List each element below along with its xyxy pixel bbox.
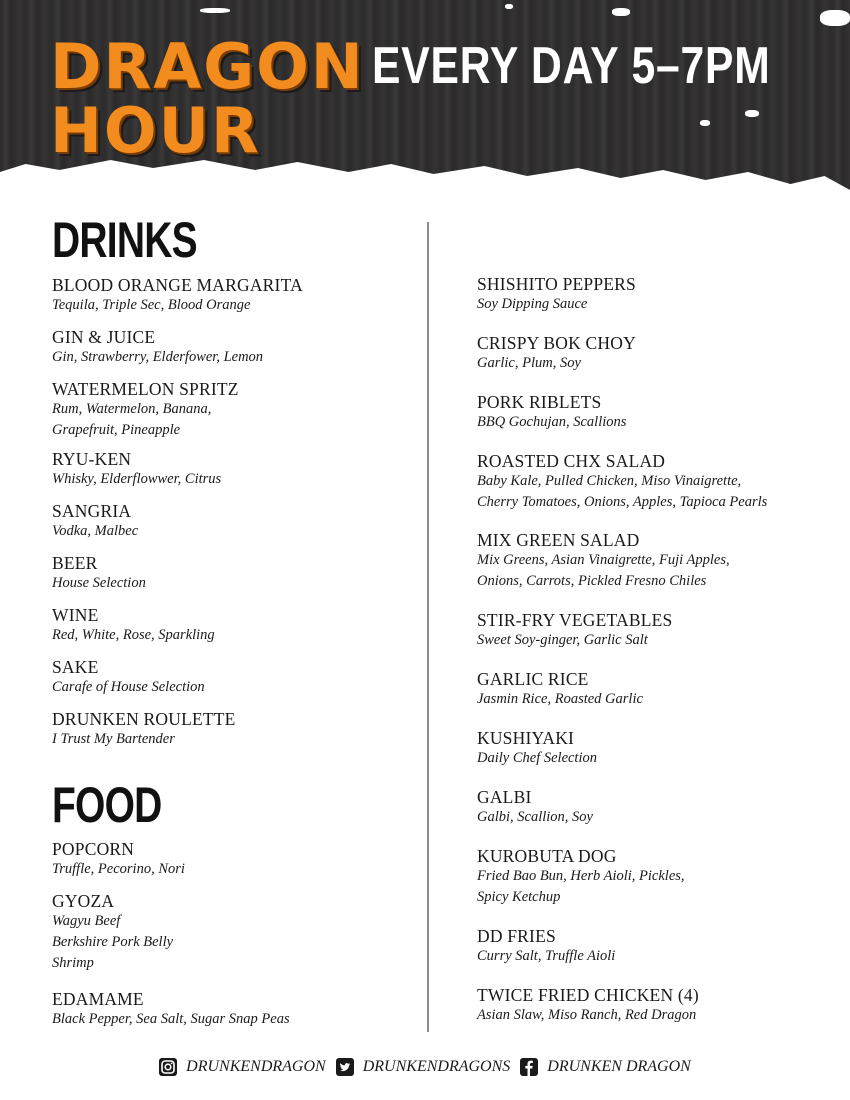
item-name: GARLIC RICE [477,669,589,689]
item-desc: Fried Bao Bun, Herb Aioli, Pickles, [477,868,685,884]
twitter-icon [336,1058,354,1076]
item-name: SAKE [52,657,99,677]
menu-item [52,989,290,1030]
menu-item [52,709,236,750]
item-desc: Jasmin Rice, Roasted Garlic [477,691,643,707]
item-desc: Galbi, Scallion, Soy [477,809,593,825]
menu-item [477,274,636,315]
item-desc: Red, White, Rose, Sparkling [52,627,215,643]
facebook-icon [520,1058,538,1076]
item-desc: Truffle, Pecorino, Nori [52,861,185,877]
item-desc: Onions, Carrots, Pickled Fresno Chiles [477,573,707,589]
item-desc: Carafe of House Selection [52,679,205,695]
menu-item [52,275,303,316]
twitter-link[interactable] [336,1058,511,1076]
menu-item [477,451,767,513]
menu-item [52,501,138,542]
item-name: MIX GREEN SALAD [477,530,640,550]
item-name: SHISHITO PEPPERS [477,274,636,294]
menu-item [52,605,215,646]
item-desc: Vodka, Malbec [52,523,139,539]
item-name: GYOZA [52,891,115,911]
item-desc: Shrimp [52,955,94,971]
item-name: ROASTED CHX SALAD [477,451,666,471]
item-desc: Grapefruit, Pineapple [52,422,181,438]
item-name: SANGRIA [52,501,132,521]
item-name: POPCORN [52,839,135,859]
instagram-icon [159,1058,177,1076]
item-name: STIR-FRY VEGETABLES [477,610,673,630]
item-desc: Asian Slaw, Miso Ranch, Red Dragon [477,1007,697,1023]
title-line-2: HOUR [50,94,261,167]
facebook-handle: DRUNKEN DRAGON [547,1058,691,1075]
item-desc: Whisky, Elderflowwer, Citrus [52,471,222,487]
instagram-handle: DRUNKENDRAGON [186,1058,326,1075]
menu-item [52,839,185,880]
item-name: RYU-KEN [52,449,132,469]
menu-item [52,891,173,974]
instagram-link[interactable] [159,1058,326,1076]
menu-item [52,553,146,594]
menu-item [477,669,643,710]
item-name: DD FRIES [477,926,556,946]
social-footer [0,1055,850,1079]
item-name: KUROBUTA DOG [477,846,617,866]
menu-item [477,333,636,374]
title-line-1: DRAGON [50,30,365,103]
menu-item [52,657,205,698]
item-name: KUSHIYAKI [477,728,575,748]
menu-item [477,392,626,433]
item-desc: Baby Kale, Pulled Chicken, Miso Vinaigrette, [477,473,742,489]
menu-item [477,530,730,592]
item-desc: Sweet Soy-ginger, Garlic Salt [477,632,648,648]
drinks-title: DRINKS [52,212,197,268]
item-desc: I Trust My Bartender [52,731,175,747]
item-desc: Rum, Watermelon, Banana, [52,401,212,417]
item-desc: Cherry Tomatoes, Onions, Apples, Tapioca Pearls [477,494,768,510]
item-desc: Curry Salt, Truffle Aioli [477,948,616,964]
item-desc: House Selection [52,575,146,591]
menu-item [477,728,597,769]
menu-item [52,379,239,441]
item-desc: Wagyu Beef [52,913,121,929]
item-name: CRISPY BOK CHOY [477,333,636,353]
item-desc: Garlic, Plum, Soy [477,355,581,371]
menu-item [52,327,263,368]
item-name: DRUNKEN ROULETTE [52,709,236,729]
item-name: WATERMELON SPRITZ [52,379,239,399]
column-divider [427,222,429,1032]
item-desc: Berkshire Pork Belly [52,934,174,950]
item-name: GIN & JUICE [52,327,156,347]
item-desc: Mix Greens, Asian Vinaigrette, Fuji Apples, [477,552,730,568]
item-name: GALBI [477,787,532,807]
item-name: WINE [52,605,99,625]
menu-item [477,610,672,651]
menu-item [477,926,615,967]
item-name: TWICE FRIED CHICKEN (4) [477,985,699,1005]
item-desc: Tequila, Triple Sec, Blood Orange [52,297,251,313]
item-desc: Daily Chef Selection [477,750,597,766]
item-name: BLOOD ORANGE MARGARITA [52,275,303,295]
menu-item [477,985,699,1026]
item-desc: Soy Dipping Sauce [477,296,588,312]
item-desc: BBQ Gochujan, Scallions [477,414,627,430]
item-desc: Spicy Ketchup [477,889,561,905]
item-name: BEER [52,553,98,573]
item-name: EDAMAME [52,989,144,1009]
food-title: FOOD [52,777,162,833]
facebook-link[interactable] [520,1058,691,1076]
item-name: PORK RIBLETS [477,392,602,412]
menu-item [52,449,221,490]
item-desc: Gin, Strawberry, Elderfower, Lemon [52,349,264,365]
menu-item [477,846,685,908]
menu-item [477,787,593,828]
item-desc: Black Pepper, Sea Salt, Sugar Snap Peas [52,1011,290,1027]
twitter-handle: DRUNKENDRAGONS [362,1058,511,1075]
tagline: EVERY DAY 5–7PM [372,37,771,95]
